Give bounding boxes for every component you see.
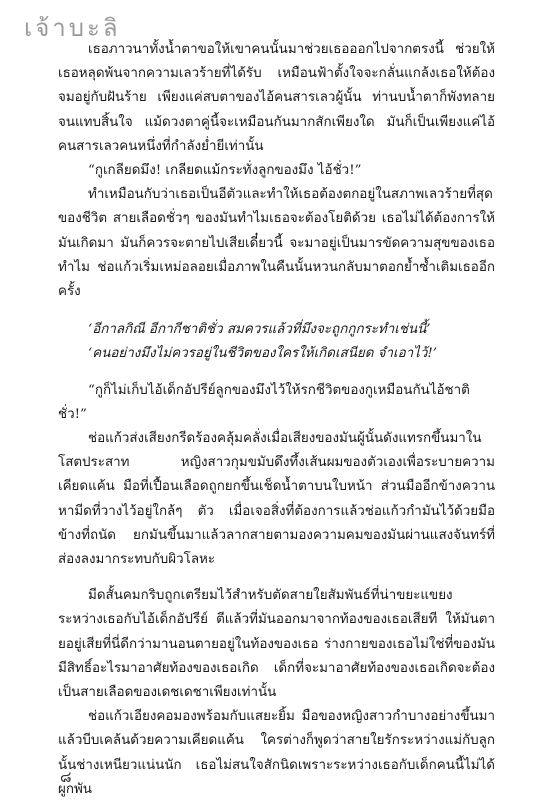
italic-quote-block: [58, 318, 495, 366]
paragraph: เธอภาวนาทั้งน้ำตาขอให้เขาคนนั้นมาช่วยเธอออกไปจากตรงนี้ ช่วยให้เธอหลุดพ้นจากความเลวร้ายที่ได้รับ เหมือนฟ้าตั้งใจจะกลั่นแกล้งเธอให้ต้องจมอยู่กับฝันร้าย เพียงแค่สบตาของไอ้คนสารเลวผู้นั้น ท่านบน้ำตาก็พังทลายจนแทบสิ้นใจ แม้ดวงตาคู่นี้จะเหมือนกันมากสักเพียงใด มันก็เป็นเพียงแค่ไอ้คนสารเลวคนหนึ่งที่กำลังย่ำยีเท่านั้น: [58, 42, 495, 154]
dialogue-line: “กูเกลียดมึง! เกลียดแม้กระทั่งลูกของมึง ไอ้ชั่ว!”: [88, 163, 362, 179]
paragraph: มีดสั้นคมกริบถูกเตรียมไว้สำหรับตัดสายใยสัมพันธ์ที่น่าขยะแขยงระหว่างเธอกับไอ้เด็กอัปรีย์ ตีแล้วที่มันออกมาจากท้องของเธอเสียที ให้มันตายอยู่เสียที่นี่ดีกว่ามานอนตายอยู่ในท้องของเธอ ร่างกายของเธอไม่ใช่ที่ของมัน มีสิทธิ์อะไรมาอาศัยท้องของเธอเกิด เด็กที่จะมาอาศัยท้องของเธอเกิดจะต้องเป็นสายเลือดของเดชเดชาเพียงเท่านั้น: [58, 588, 495, 701]
page-number: ๘: [60, 768, 72, 786]
quote-line: ‘อีกาลกิณี อีกากีชาติชั่ว สมควรแล้วที่มึงจะถูกกูกระทำเช่นนี้’: [88, 322, 431, 338]
quote-line: ‘คนอย่างมึงไม่ควรอยู่ในชีวิตของใครให้เกิดเสนียด จำเอาไว้!’: [88, 346, 438, 362]
paragraph: ช่อแก้วเอียงคอมองพร้อมกับแสยะยิ้ม มือของหญิงสาวกำบางอย่างขึ้นมาแล้วบีบเคล้นด้วยความเคียดแค้น ใครต่างก็พูดว่าสายใยรักระหว่างแม่กับลูกนั้นช่างเหนียวแน่นนัก เธอไม่สนใจสักนิดเพราะระหว่างเธอกับเด็กคนนี้ไม่ได้ผูกพัน: [58, 709, 495, 797]
dialogue-line: “กูก็ไม่เก็บไอ้เด็กอัปรีย์ลูกของมึงไว้ให้รกชีวิตของกูเหมือนกันไอ้ชาติชั่ว!”: [58, 382, 470, 422]
page-body: [58, 38, 495, 802]
section-spacer: [58, 572, 495, 584]
paragraph: ช่อแก้วส่งเสียงกรีดร้องคลุ้มคลั่งเมื่อเสียงของมันผู้นั้นดังแทรกขึ้นมาในโสตประสาท หญิงสาวกุมขมับดึงทึ้งเส้นผมของตัวเองเพื่อระบายความเคียดแค้น มือที่เปื้อนเลือดถูกยกขึ้นเช็ดน้ำตาบนใบหน้า ส่วนมืออีกข้างควานหามีดที่วางไว้อยู่ใกล้ๆ ตัว เมื่อเจอสิ่งที่ต้องการแล้วช่อแก้วกำมันไว้ด้วยมือข้างที่ถนัด ยกมันขึ้นมาแล้วลากสายตามองความคมของมันผ่านแสงจันทร์ที่ส่องลงมากระทบกับผิวโลหะ: [58, 431, 495, 568]
paragraph: ทำเหมือนกับว่าเธอเป็นอีตัวและทำให้เธอต้องตกอยู่ในสภาพเลวร้ายที่สุดของชีวิต สายเลือดชั่วๆ ของมันทำไมเธอจะต้องโยติด้วย เธอไม่ได้ต้องการให้มันเกิดมา มันก็ควรจะตายไปเสียเดี๋ยวนี้ จะมาอยู่เป็นมารขัดความสุขของเธอทำไม ช่อแก้วเริ่มเหม่อลอยเมื่อภาพในคืนนั้นหวนกลับมาตอกย้ำซ้ำเติมเธออีกครั้ง: [58, 187, 495, 300]
running-header: เจ้าบะลิ: [24, 14, 121, 42]
